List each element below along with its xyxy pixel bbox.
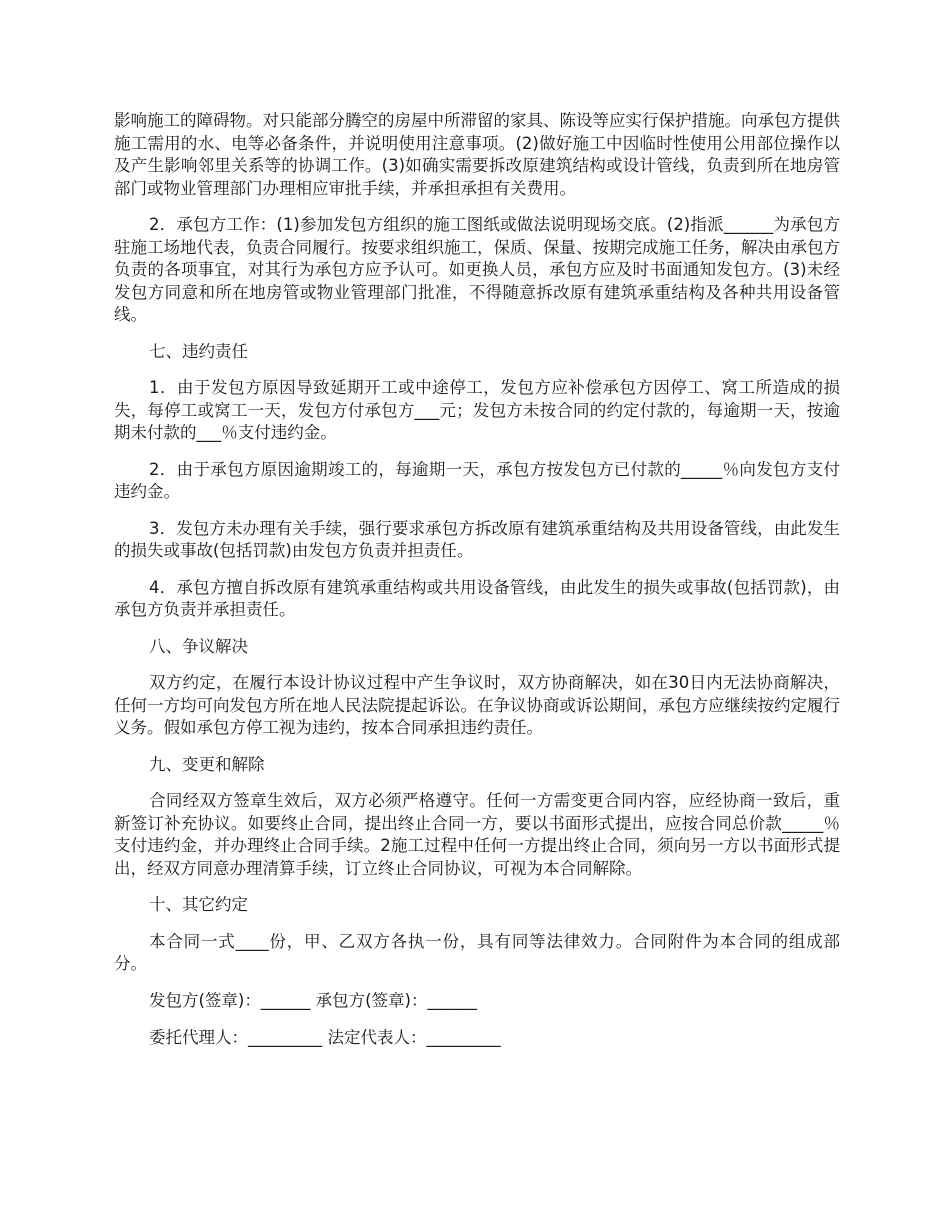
section-heading-other: 十、其它约定 — [149, 895, 248, 914]
paragraph-breach-3: 3．发包方未办理有关手续，强行要求承包方拆改原有建筑承重结构及共用设备管线，由此发生的损失或事故(包括罚款)由发包方负责并担责任。 — [114, 518, 840, 560]
contract-body — [114, 110, 840, 1065]
section-heading-change: 九、变更和解除 — [149, 754, 265, 774]
paragraph-dispute: 双方约定，在履行本设计协议过程中产生争议时，双方协商解决，如在30日内无法协商解决，任何一方均可向发包方所在地人民法院提起诉讼。在争议协商或诉讼期间，承包方应继续按约定履行义务。假如承包方停工视为违约，按本合同承担违约责任。 — [114, 673, 840, 737]
paragraph-breach-2: 2．由于承包方原因逾期竣工的，每逾期一天，承包方按发包方已付款的_____％向发包方支付违约金。 — [114, 459, 840, 501]
paragraph-change: 合同经双方签章生效后，双方必须严格遵守。任何一方需变更合同内容，应经协商一致后，重新签订补充协议。如要终止合同，提出终止合同一方，要以书面形式提出，应按合同总价款_____％支付违约金，并办理终止合同手续。2施工过程中任何一方提出终止合同，须向另一方以书面形式提出，经双方同意办理清算手续，订立终止合同协议，可视为本合同解除。 — [114, 791, 840, 878]
paragraph-contractor-duties: 2．承包方工作：(1)参加发包方组织的施工图纸或做法说明现场交底。(2)指派______为承包方驻施工场地代表，负责合同履行。按要求组织施工，保质、保量、按期完成施工任务，解决由承包方负责的各项事宜，对其行为承包方应予认可。如更换人员，承包方应及时书面通知发包方。(3)未经发包方同意和所在地房管或物业管理部门批准，不得随意拆改原有建筑承重结构及各种共用设备管线。 — [114, 215, 840, 324]
signature-line-representatives: 委托代理人：_________ 法定代表人：_________ — [149, 1028, 501, 1047]
signature-line-parties: 发包方(签章)：______ 承包方(签章)：______ — [149, 990, 477, 1010]
paragraph-breach-4: 4．承包方擅自拆改原有建筑承重结构或共用设备管线，由此发生的损失或事故(包括罚款)，由承包方负责并承担责任。 — [114, 577, 840, 619]
paragraph-other: 本合同一式____份，甲、乙双方各执一份，具有同等法律效力。合同附件为本合同的组成部分。 — [114, 931, 840, 973]
paragraph-owner-duties-continued: 影响施工的障碍物。对只能部分腾空的房屋中所滞留的家具、陈设等应实行保护措施。向承包方提供施工需用的水、电等必备条件，并说明使用注意事项。(2)做好施工中因临时性使用公用部位操作以及产生影响邻里关系等的协调工作。(3)如确实需要拆改原建筑结构或设计管线，负责到所在地房管部门或物业管理部门办理相应审批手续，并承担承担有关费用。 — [114, 111, 840, 198]
paragraph-breach-1: 1．由于发包方原因导致延期开工或中途停工，发包方应补偿承包方因停工、窝工所造成的损失，每停工或窝工一天，发包方付承包方___元；发包方未按合同的约定付款的，每逾期一天，按逾期未付款的___％支付违约金。 — [114, 378, 840, 442]
section-heading-dispute: 八、争议解决 — [149, 636, 248, 656]
section-heading-breach: 七、违约责任 — [149, 341, 248, 361]
